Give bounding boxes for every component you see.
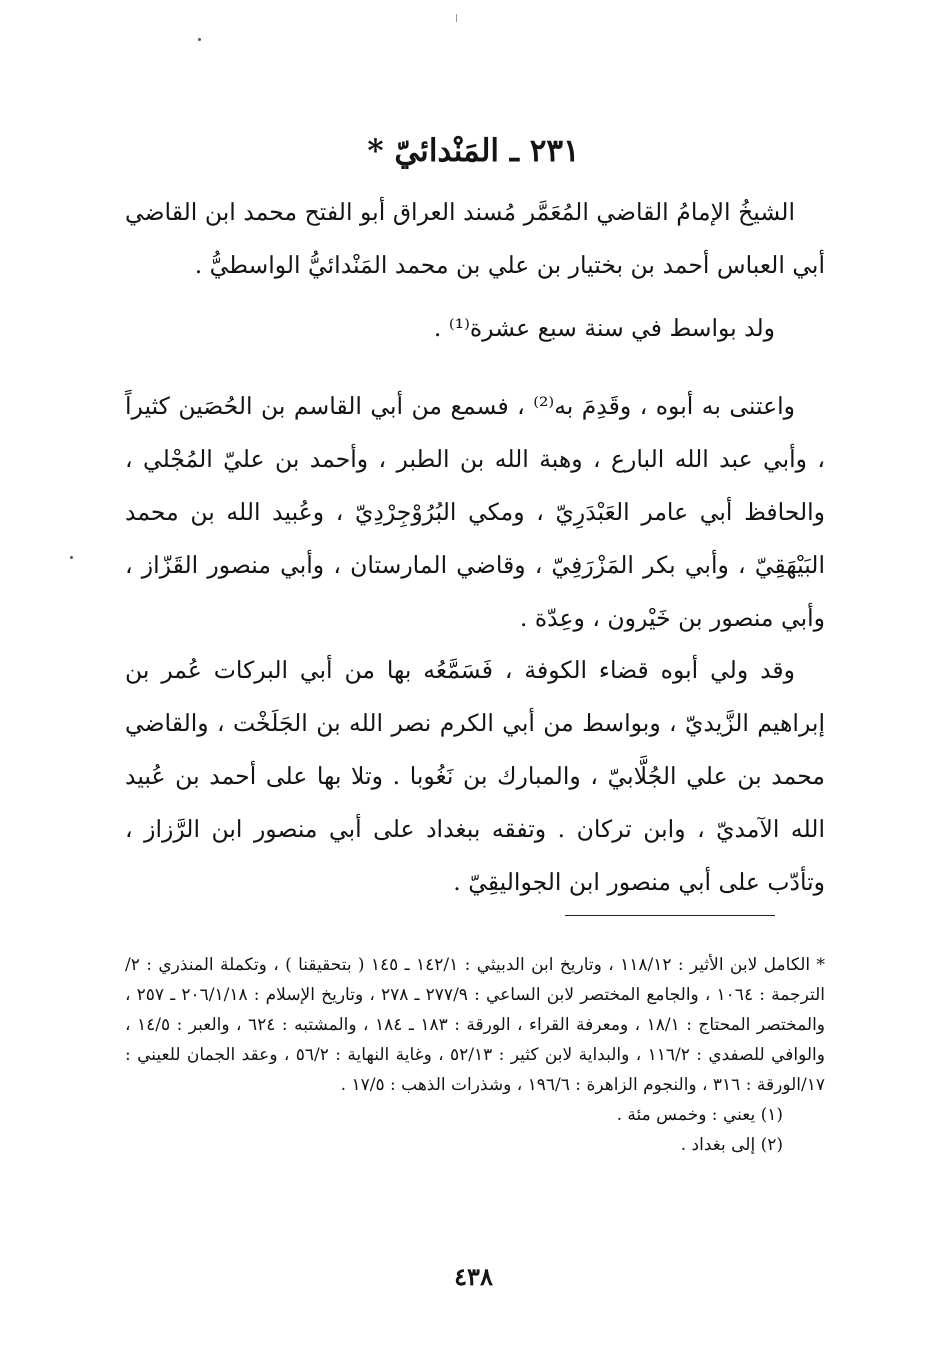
footnote-separator <box>565 915 775 916</box>
paper-speck <box>70 556 73 559</box>
footnote-sources: * الكامل لابن الأثير : ١١٨/١٢ ، وتاريخ ابن الدبيثي : ١٤٢/١ ـ ١٤٥ ( بتحقيقنا ) ، وتكملة المنذري : ٢/الترجمة : ١٠٦٤ ، والجامع المختصر لابن الساعي : ٢٧٧/٩ ـ ٢٧٨ ، وتاريخ الإسلام : ٢٠٦/١/١٨ ـ ٢٥٧ ، والمختصر المحتاج : ١٨/١ ، ومعرفة القراء ، الورقة : ١٨٣ ـ ١٨٤ ، والمشتبه : ٦٢٤ ، والعبر : ١٤/٥ ، والوافي للصفدي : ١١٦/٢ ، والبداية لابن كثير : ٥٢/١٣ ، وغاية النهاية : ٥٦/٢ ، وعقد الجمان للعيني : ١٧/الورقة : ٣١٦ ، والنجوم الزاهرة : ١٩٦/٦ ، وشذرات الذهب : ١٧/٥ . <box>125 955 826 1095</box>
paragraph-teachers: واعتنى به أبوه ، وقَدِمَ به⁽²⁾ ، فسمع من أبي القاسم بن الحُصَين كثيراً ، وأبي عبد الله البارع ، وهبة الله بن الطبر ، وأحمد بن عليّ المُجْلي ، والحافظ أبي عامر العَبْدَرِيّ ، ومكي البُرُوْجِرْدِيّ ، وعُبيد الله بن محمد البَيْهَقِيّ ، وأبي بكر المَزْرَفِيّ ، وقاضي المارستان ، وأبي منصور القَزّاز ، وأبي منصور بن خَيْرون ، وعِدّة . <box>125 392 825 632</box>
paper-speck <box>456 14 457 22</box>
paragraph-studies: وقد ولي أبوه قضاء الكوفة ، فَسَمَّعُه بها من أبي البركات عُمر بن إبراهيم الزَّيديّ ، وبواسط من أبي الكرم نصر الله بن الجَلَخْت ، والقاضي محمد بن علي الجُلَّابيّ ، والمبارك بن نَغُوبا . وتلا بها على أحمد بن عُبيد الله الآمديّ ، وابن تركان . وتفقه ببغداد على أبي منصور ابن الرَّزاز ، وتأدّب على أبي منصور ابن الجواليقِيّ . <box>125 656 825 896</box>
paper-speck <box>198 38 201 41</box>
footnote-1: (١) يعني : وخمس مئة . <box>616 1105 783 1125</box>
entry-title: ٢٣١ ـ المَنْدائيّ * <box>367 133 580 169</box>
paragraph-birth: ولد بواسط في سنة سبع عشرة⁽¹⁾ . <box>433 314 775 342</box>
footnotes <box>125 950 825 1160</box>
footnote-2: (٢) إلى بغداد . <box>680 1135 783 1155</box>
page-number: ٤٣٨ <box>454 1262 493 1291</box>
paragraph-name-lineage <box>125 186 825 292</box>
paragraph-text: الشيخُ الإمامُ القاضي المُعَمَّر مُسند العراق أبو الفتح محمد ابن القاضي أبي العباس أحمد بن بختيار بن علي بن محمد المَنْدائيُّ الواسطيُّ . <box>125 198 825 279</box>
